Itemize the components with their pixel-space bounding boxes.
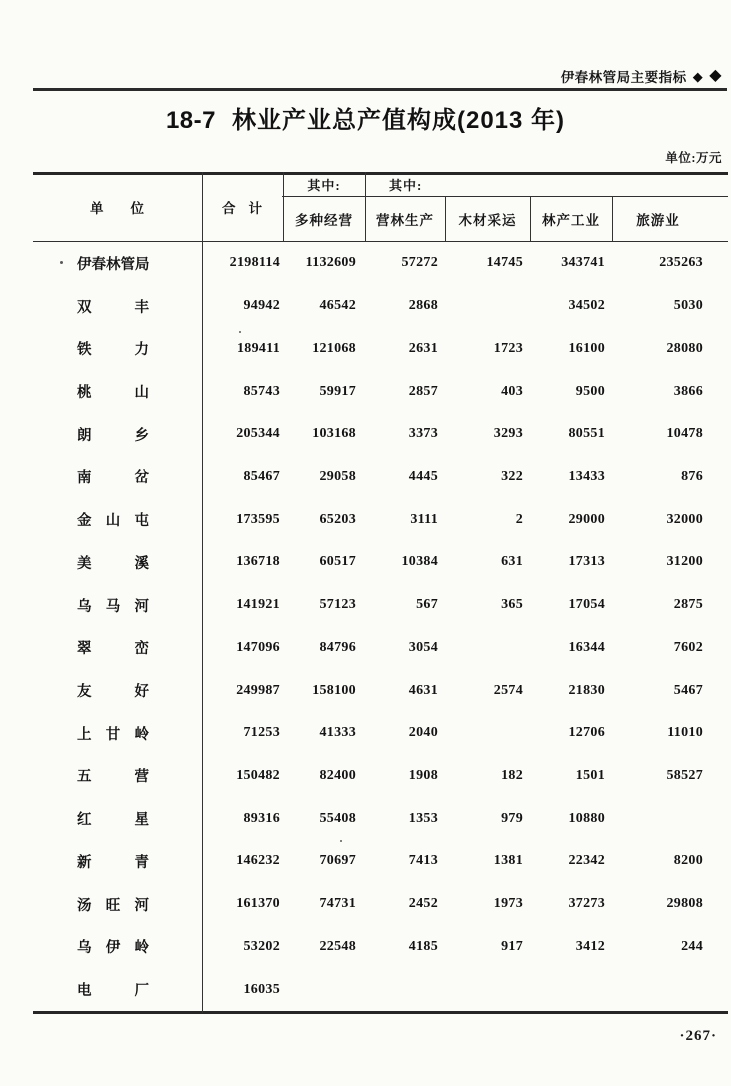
table-row xyxy=(33,327,728,370)
value-timber: 3293 xyxy=(493,426,523,442)
value-forest-industry: 34502 xyxy=(568,298,605,314)
value-diversified: 29058 xyxy=(319,468,356,484)
unit-name-cell: 朗 乡 xyxy=(77,427,149,444)
table-row xyxy=(33,541,728,584)
value-forest-industry: 9500 xyxy=(575,383,605,399)
value-diversified: 55408 xyxy=(319,810,356,826)
value-silviculture: 2040 xyxy=(408,725,438,741)
value-forest-industry: 22342 xyxy=(568,853,605,869)
col-header-forest-industry: 林产工业 xyxy=(542,212,600,228)
value-silviculture: 2452 xyxy=(408,896,438,912)
value-timber: 2 xyxy=(515,511,523,527)
scan-speck xyxy=(340,840,342,842)
table-row xyxy=(33,370,728,413)
value-forest-industry: 37273 xyxy=(568,896,605,912)
value-silviculture: 4445 xyxy=(408,468,438,484)
value-total: 16035 xyxy=(243,981,280,997)
value-diversified: 60517 xyxy=(319,554,356,570)
running-head xyxy=(561,66,722,86)
value-total: 89316 xyxy=(243,810,280,826)
diamond-icon: ◆ xyxy=(709,67,722,84)
value-total: 94942 xyxy=(243,298,280,314)
scan-speck xyxy=(239,331,241,333)
col-header-diversified: 多种经营 xyxy=(295,212,353,228)
unit-name-cell: 乌 伊 岭 xyxy=(77,940,149,957)
value-diversified: 74731 xyxy=(319,896,356,912)
unit-name-cell: 电 厂 xyxy=(77,983,149,1000)
unit-name-cell: 友 好 xyxy=(77,684,149,701)
value-forest-industry: 80551 xyxy=(568,426,605,442)
scan-speck xyxy=(60,261,63,264)
value-forest-industry: 21830 xyxy=(568,682,605,698)
unit-name-cell: 桃 山 xyxy=(77,385,149,402)
unit-name-cell: 美 溪 xyxy=(77,555,149,572)
col-header-tourism: 旅游业 xyxy=(636,212,680,228)
value-tourism: 10478 xyxy=(666,426,703,442)
value-forest-industry: 343741 xyxy=(561,255,605,271)
page-number: ·267· xyxy=(679,1028,717,1044)
value-forest-industry: 1501 xyxy=(575,767,605,783)
table-row xyxy=(33,669,728,712)
value-total: 173595 xyxy=(236,511,280,527)
value-diversified: 46542 xyxy=(319,298,356,314)
value-tourism: 8200 xyxy=(673,853,703,869)
value-diversified: 1132609 xyxy=(305,255,356,271)
table-bottom-border xyxy=(33,1011,728,1014)
table-row xyxy=(33,584,728,627)
value-silviculture: 2857 xyxy=(408,383,438,399)
value-diversified: 22548 xyxy=(319,938,356,954)
value-tourism: 11010 xyxy=(667,725,703,741)
value-timber: 631 xyxy=(501,554,523,570)
unit-name-cell: 双 丰 xyxy=(77,299,149,316)
table-row xyxy=(33,413,728,456)
table-body xyxy=(33,242,728,1011)
col-header-total: 合 计 xyxy=(222,200,263,216)
unit-name-cell: 上 甘 岭 xyxy=(77,726,149,743)
value-forest-industry: 17054 xyxy=(568,597,605,613)
value-forest-industry: 16344 xyxy=(568,639,605,655)
value-timber: 1723 xyxy=(493,340,523,356)
value-forest-industry: 3412 xyxy=(575,938,605,954)
value-diversified: 82400 xyxy=(319,767,356,783)
value-timber: 1381 xyxy=(493,853,523,869)
value-diversified: 84796 xyxy=(319,639,356,655)
unit-name-cell: 红 星 xyxy=(77,812,149,829)
value-total: 85743 xyxy=(243,383,280,399)
data-table xyxy=(33,172,728,1014)
value-tourism: 235263 xyxy=(659,255,703,271)
value-timber: 1973 xyxy=(493,896,523,912)
value-total: 85467 xyxy=(243,468,280,484)
unit-name-cell: 金 山 屯 xyxy=(77,513,149,530)
value-total: 53202 xyxy=(243,938,280,954)
value-total: 2198114 xyxy=(229,255,280,271)
value-tourism: 31200 xyxy=(666,554,703,570)
value-silviculture: 2868 xyxy=(408,298,438,314)
value-total: 189411 xyxy=(236,340,280,356)
value-tourism: 28080 xyxy=(666,340,703,356)
value-silviculture: 2631 xyxy=(408,340,438,356)
value-total: 136718 xyxy=(236,554,280,570)
unit-name-cell: 乌 马 河 xyxy=(77,598,149,615)
value-diversified: 103168 xyxy=(312,426,356,442)
table-row xyxy=(33,840,728,883)
value-forest-industry: 10880 xyxy=(568,810,605,826)
table-row xyxy=(33,926,728,969)
value-silviculture: 4185 xyxy=(408,938,438,954)
value-forest-industry: 29000 xyxy=(568,511,605,527)
value-total: 141921 xyxy=(236,597,280,613)
value-total: 161370 xyxy=(236,896,280,912)
diamond-icon: ◆ xyxy=(692,68,704,84)
value-tourism: 876 xyxy=(681,468,703,484)
value-silviculture: 7413 xyxy=(408,853,438,869)
value-total: 147096 xyxy=(236,639,280,655)
table-row xyxy=(33,285,728,328)
col-header-silviculture: 营林生产 xyxy=(376,212,434,228)
value-timber: 14745 xyxy=(486,255,523,271)
value-silviculture: 1908 xyxy=(408,767,438,783)
col-header-timber: 木材采运 xyxy=(458,212,517,228)
value-timber: 979 xyxy=(501,810,523,826)
value-forest-industry: 17313 xyxy=(568,554,605,570)
value-tourism: 5030 xyxy=(673,298,703,314)
value-forest-industry: 12706 xyxy=(568,725,605,741)
value-tourism: 29808 xyxy=(666,896,703,912)
table-title xyxy=(0,100,731,135)
unit-name-cell: 翠 峦 xyxy=(77,641,149,658)
table-row xyxy=(33,242,728,285)
value-total: 146232 xyxy=(236,853,280,869)
value-timber: 182 xyxy=(501,767,523,783)
value-silviculture: 3111 xyxy=(410,511,438,527)
header-rule xyxy=(33,88,727,91)
running-head-text: 伊春林管局主要指标 xyxy=(560,70,687,85)
value-tourism: 2875 xyxy=(673,597,703,613)
unit-name-cell: 伊 春 林 管 局 xyxy=(77,256,150,273)
value-silviculture: 4631 xyxy=(408,682,438,698)
value-tourism: 32000 xyxy=(666,511,703,527)
unit-name-cell: 汤 旺 河 xyxy=(77,897,149,914)
table-row xyxy=(33,797,728,840)
value-tourism: 244 xyxy=(681,938,703,954)
table-row xyxy=(33,626,728,669)
value-diversified: 158100 xyxy=(312,682,356,698)
value-timber: 322 xyxy=(501,468,523,484)
col-header-unit: 单 位 xyxy=(90,200,145,216)
value-tourism: 5467 xyxy=(673,682,703,698)
value-diversified: 59917 xyxy=(319,383,356,399)
value-diversified: 65203 xyxy=(319,511,356,527)
value-silviculture: 3054 xyxy=(408,639,438,655)
table-row xyxy=(33,498,728,541)
value-forest-industry: 16100 xyxy=(568,340,605,356)
unit-name-cell: 南 岔 xyxy=(77,470,149,487)
unit-note: 单位:万元 xyxy=(665,151,722,165)
table-row xyxy=(33,968,728,1011)
value-forest-industry: 13433 xyxy=(568,468,605,484)
value-total: 205344 xyxy=(236,426,280,442)
value-timber: 917 xyxy=(501,938,523,954)
col-header-qizhong-1: 其中: xyxy=(307,177,341,193)
table-row xyxy=(33,883,728,926)
value-silviculture: 57272 xyxy=(401,255,438,271)
value-silviculture: 1353 xyxy=(408,810,438,826)
value-diversified: 41333 xyxy=(319,725,356,741)
table-title-text: 林业产业总产值构成(2013 年) xyxy=(232,107,566,134)
col-header-qizhong-2: 其中: xyxy=(389,177,423,193)
value-diversified: 57123 xyxy=(319,597,356,613)
value-timber: 403 xyxy=(501,383,523,399)
value-diversified: 121068 xyxy=(312,340,356,356)
table-number: 18-7 xyxy=(165,107,216,134)
value-silviculture: 567 xyxy=(416,597,438,613)
value-silviculture: 3373 xyxy=(408,426,438,442)
value-diversified: 70697 xyxy=(319,853,356,869)
value-tourism: 3866 xyxy=(673,383,703,399)
value-tourism: 58527 xyxy=(666,767,703,783)
value-total: 71253 xyxy=(243,725,280,741)
value-timber: 365 xyxy=(501,597,523,613)
table-row xyxy=(33,712,728,755)
value-tourism: 7602 xyxy=(673,639,703,655)
table-row xyxy=(33,456,728,499)
unit-name-cell: 铁 力 xyxy=(77,342,149,359)
table-row xyxy=(33,755,728,798)
unit-name-cell: 五 营 xyxy=(77,769,149,786)
value-timber: 2574 xyxy=(493,682,523,698)
value-total: 249987 xyxy=(236,682,280,698)
unit-name-cell: 新 青 xyxy=(77,854,149,871)
value-total: 150482 xyxy=(236,767,280,783)
value-silviculture: 10384 xyxy=(401,554,438,570)
